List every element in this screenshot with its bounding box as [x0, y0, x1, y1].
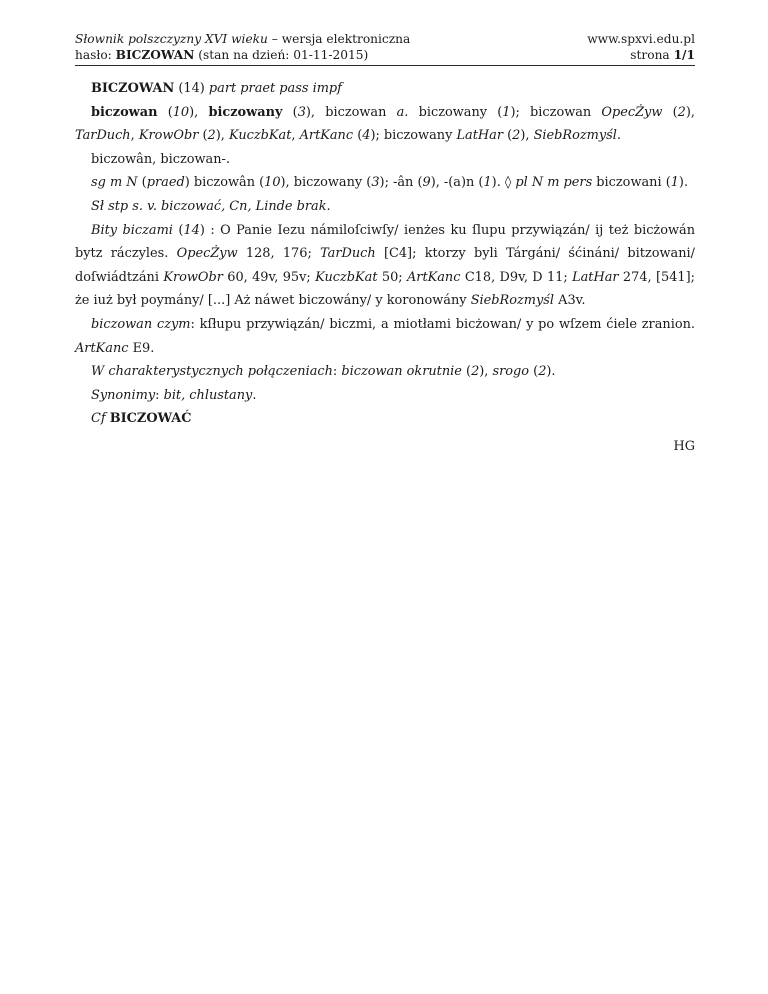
forms-paragraph	[75, 101, 695, 148]
source-ref: TarDuch	[320, 246, 376, 262]
text: (	[353, 128, 363, 144]
header-left	[75, 31, 410, 63]
count: 9	[422, 175, 431, 191]
synonyms: bit, chlustany	[163, 387, 253, 403]
source-ref: KrowObr	[163, 269, 223, 285]
source-ref: SiebRozmyśl	[533, 128, 617, 144]
text: : kſłupu przywiązán/ biczmi, a miotłami bicżowan/ y po wſzem ćiele zranion.	[190, 316, 695, 332]
count: 2	[538, 364, 547, 380]
form: biczowan	[91, 104, 158, 120]
text: ) biczowân (	[184, 175, 265, 191]
text: [C4]; ktorzy byli Tárgáni/ śćináni/ bitzowani/ doſwiádtzáni	[75, 246, 695, 285]
source-ref: KrowObr	[138, 128, 199, 144]
text: (	[662, 104, 678, 120]
headword: BICZOWAN	[91, 81, 175, 96]
count: 2	[677, 104, 686, 120]
count: 1	[670, 175, 679, 191]
entry-body	[75, 77, 695, 459]
abbrev: a.	[396, 104, 409, 120]
header-source-line	[75, 31, 410, 47]
source-ref: LatHar	[456, 128, 503, 144]
count: 4	[362, 128, 371, 144]
text: ); -ân (	[379, 175, 423, 191]
text: biczowani (	[592, 175, 671, 191]
text: ), biczowany (	[280, 175, 372, 191]
page-label: strona	[630, 48, 674, 62]
text: ). ◊	[491, 175, 516, 191]
text: (	[529, 364, 539, 380]
entry-label: hasło:	[75, 48, 116, 62]
header-separator: –	[267, 32, 282, 46]
header-divider	[75, 65, 695, 66]
count: 2	[207, 128, 216, 144]
cf-label: Cf	[91, 411, 106, 427]
source-ref: KuczbKat	[315, 269, 378, 285]
text: A3v.	[554, 293, 586, 309]
text: :	[332, 364, 342, 380]
headword-line	[75, 77, 695, 101]
grammar-label: part praet pass impf	[208, 81, 342, 96]
source-ref: SiebRozmyśl	[470, 293, 555, 309]
source-ref: OpecŻyw	[176, 246, 238, 262]
text: ); biczowany	[370, 128, 457, 144]
text: ),	[520, 128, 534, 144]
text: (	[137, 175, 147, 191]
synonyms-paragraph	[75, 384, 695, 408]
count: 10	[264, 175, 281, 191]
cross-reference	[75, 407, 695, 431]
collocations-paragraph	[75, 360, 695, 384]
entry-name: BICZOWAN	[115, 48, 195, 62]
page-value: 1/1	[673, 48, 695, 62]
header-right	[587, 31, 695, 63]
text: ),	[215, 128, 229, 144]
text: 60, 49v, 95v;	[222, 269, 316, 285]
text: .	[616, 128, 622, 144]
count: 1	[502, 104, 511, 120]
text: (	[461, 364, 472, 380]
sense-paragraph	[75, 219, 695, 313]
count: 3	[297, 104, 306, 120]
page-indicator	[587, 47, 695, 63]
text: (	[282, 104, 298, 120]
count: 1	[483, 175, 492, 191]
site-link[interactable]: www.spxvi.edu.pl	[587, 32, 695, 46]
text: ).	[546, 364, 556, 380]
text: (	[172, 222, 184, 238]
sense: Bity biczami	[91, 222, 173, 238]
text: E9.	[128, 340, 155, 356]
text: ),	[189, 104, 209, 120]
text: ),	[479, 364, 493, 380]
collocation: biczowan okrutnie	[341, 364, 462, 380]
date-note: (stan na dzień: 01-11-2015)	[194, 48, 369, 62]
text: 274, [541]; że iuż był poymány/ [...] Aż náwet biczowány/ y koronowány	[75, 269, 695, 309]
text: ),	[685, 104, 695, 120]
source-ref: OpecŻyw	[601, 104, 663, 120]
text: (	[198, 128, 208, 144]
author-signature: HG	[673, 438, 695, 454]
text: ).	[678, 175, 689, 191]
count: 2	[471, 364, 480, 380]
count: 2	[512, 128, 521, 144]
version-label: wersja elektroniczna	[281, 32, 411, 46]
note: Sł stp s. v. biczować, Cn, Linde brak.	[91, 198, 331, 214]
header-entry-line	[75, 47, 410, 63]
phrase: biczowan czym	[91, 316, 191, 332]
reference-note	[75, 195, 695, 219]
text: biczowany (	[408, 104, 503, 120]
cross-ref-link[interactable]: BICZOWAĆ	[109, 411, 192, 427]
source-ref: TarDuch	[75, 128, 131, 144]
text: ), -(a)n (	[430, 175, 484, 191]
source-ref: KuczbKat	[228, 128, 292, 144]
text: C18, D9v, D 11;	[460, 269, 573, 285]
collocation: srogo	[492, 364, 530, 380]
phrase-paragraph	[75, 313, 695, 360]
spelling-variants: biczowân, biczowan-.	[91, 151, 230, 167]
form: biczowany	[208, 104, 283, 120]
source-ref: ArtKanc	[299, 128, 354, 144]
text: .	[252, 387, 257, 403]
text: 50;	[377, 269, 407, 285]
text: ,	[130, 128, 139, 144]
text: 128, 176;	[237, 246, 321, 262]
text: ); biczowan	[510, 104, 602, 120]
source-ref: LatHar	[572, 269, 619, 285]
text: (14)	[174, 81, 209, 96]
label: W charakterystycznych połączeniach	[91, 364, 333, 380]
count: 3	[371, 175, 380, 191]
count: 10	[172, 104, 190, 120]
source-ref: ArtKanc	[75, 340, 129, 356]
text: :	[155, 387, 164, 403]
source-ref: ArtKanc	[406, 269, 461, 285]
grammar: praed	[146, 175, 185, 191]
text: ), biczowan	[305, 104, 397, 120]
grammar: pl N m pers	[515, 175, 593, 191]
count: 14	[183, 222, 200, 238]
text: ,	[291, 128, 300, 144]
text: ) : O Panie Iezu námiloſciwſy/ ienżes ku ſlupu przywiązán/ ij też bicżowán bytz ráczyles.	[75, 222, 695, 262]
grammar: sg m N	[91, 175, 138, 191]
text: (	[157, 104, 173, 120]
label: Synonimy	[91, 387, 156, 403]
source-title: Słownik polszczyzny XVI wieku	[75, 32, 268, 46]
inflection-paragraph	[75, 171, 695, 195]
text: (	[502, 128, 513, 144]
